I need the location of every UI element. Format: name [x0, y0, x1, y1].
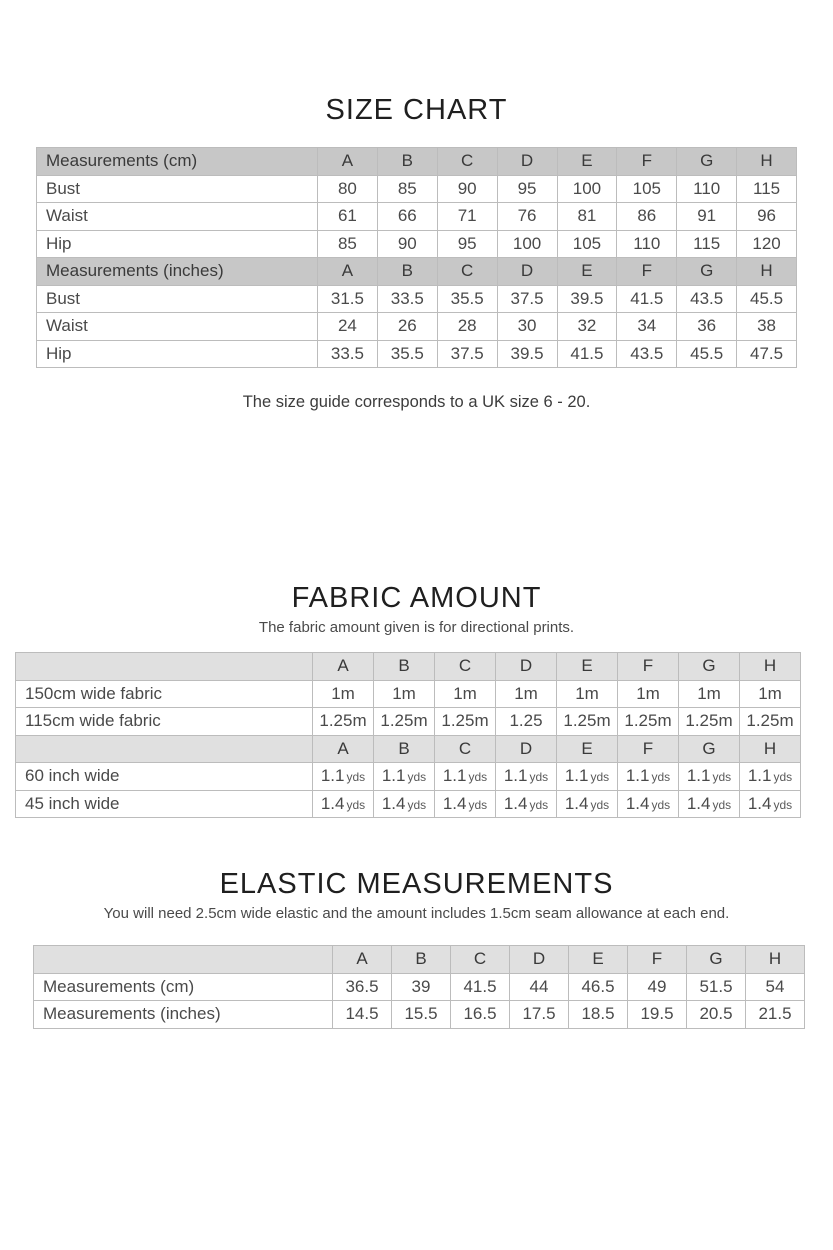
- value-cell: 1.25m: [618, 708, 679, 736]
- value-cell: 43.5: [677, 285, 737, 313]
- unit-label: yds: [346, 797, 366, 812]
- value-cell: 20.5: [687, 1001, 746, 1029]
- size-column-header: A: [313, 735, 374, 763]
- value-cell: 85: [318, 230, 378, 258]
- elastic-measurements-table: [33, 945, 805, 1029]
- value-cell: 120: [737, 230, 797, 258]
- value-cell: 16.5: [451, 1001, 510, 1029]
- value-cell: 80: [318, 175, 378, 203]
- value-cell: 39: [392, 973, 451, 1001]
- size-column-header: F: [617, 258, 677, 286]
- value-cell: 1.4 yds: [435, 790, 496, 818]
- size-column-header: G: [677, 148, 737, 176]
- unit-label: yds: [651, 770, 671, 785]
- unit-label: yds: [529, 770, 549, 785]
- size-column-header: D: [496, 735, 557, 763]
- size-column-header: C: [451, 946, 510, 974]
- value-cell: 85: [377, 175, 437, 203]
- size-column-header: F: [618, 735, 679, 763]
- row-label: Measurements (cm): [37, 148, 318, 176]
- value-cell: 1m: [374, 680, 435, 708]
- row-label: Measurements (inches): [37, 258, 318, 286]
- size-column-header: D: [497, 258, 557, 286]
- size-column-header: H: [737, 258, 797, 286]
- value-cell: 49: [628, 973, 687, 1001]
- unit-label: yds: [407, 797, 427, 812]
- value-cell: 26: [377, 313, 437, 341]
- value-cell: 41.5: [557, 340, 617, 368]
- value-cell: 1.1 yds: [557, 763, 618, 791]
- value-cell: 76: [497, 203, 557, 231]
- value-cell: 100: [497, 230, 557, 258]
- table-row: [16, 708, 801, 736]
- size-column-header: A: [333, 946, 392, 974]
- table-row: [16, 790, 801, 818]
- value-cell: 14.5: [333, 1001, 392, 1029]
- value-cell: 41.5: [451, 973, 510, 1001]
- table-header-row: [16, 735, 801, 763]
- row-label: 45 inch wide: [16, 790, 313, 818]
- value-cell: 38: [737, 313, 797, 341]
- value-cell: 21.5: [746, 1001, 805, 1029]
- value-cell: 1.25m: [679, 708, 740, 736]
- size-column-header: E: [557, 148, 617, 176]
- value-cell: 96: [737, 203, 797, 231]
- value-cell: 1.25m: [313, 708, 374, 736]
- value-cell: 37.5: [437, 340, 497, 368]
- unit-label: yds: [773, 797, 793, 812]
- unit-label: yds: [468, 797, 488, 812]
- size-column-header: E: [557, 653, 618, 681]
- value-cell: 90: [437, 175, 497, 203]
- row-label: [34, 946, 333, 974]
- size-column-header: A: [313, 653, 374, 681]
- value-cell: 1m: [496, 680, 557, 708]
- value-cell: 1.25: [496, 708, 557, 736]
- value-cell: 33.5: [318, 340, 378, 368]
- row-label: Hip: [37, 230, 318, 258]
- value-cell: 39.5: [557, 285, 617, 313]
- table-row: [16, 763, 801, 791]
- row-label: 150cm wide fabric: [16, 680, 313, 708]
- table-row: [37, 313, 797, 341]
- value-cell: 91: [677, 203, 737, 231]
- value-cell: 36: [677, 313, 737, 341]
- table-header-row: [37, 258, 797, 286]
- value-cell: 43.5: [617, 340, 677, 368]
- size-column-header: B: [377, 148, 437, 176]
- size-column-header: C: [437, 258, 497, 286]
- table-row: [37, 285, 797, 313]
- row-label: Bust: [37, 285, 318, 313]
- value-cell: 31.5: [318, 285, 378, 313]
- value-cell: 1.4 yds: [740, 790, 801, 818]
- value-cell: 1m: [435, 680, 496, 708]
- size-column-header: D: [497, 148, 557, 176]
- size-column-header: E: [569, 946, 628, 974]
- size-chart-table: [36, 147, 797, 368]
- row-label: [16, 735, 313, 763]
- value-cell: 1.25m: [374, 708, 435, 736]
- row-label: Waist: [37, 203, 318, 231]
- size-column-header: G: [679, 735, 740, 763]
- value-cell: 61: [318, 203, 378, 231]
- value-cell: 19.5: [628, 1001, 687, 1029]
- value-cell: 95: [437, 230, 497, 258]
- value-cell: 17.5: [510, 1001, 569, 1029]
- value-cell: 1.1 yds: [435, 763, 496, 791]
- value-cell: 71: [437, 203, 497, 231]
- row-label: Bust: [37, 175, 318, 203]
- value-cell: 37.5: [497, 285, 557, 313]
- unit-label: yds: [712, 770, 732, 785]
- unit-label: yds: [651, 797, 671, 812]
- size-column-header: B: [377, 258, 437, 286]
- size-column-header: C: [437, 148, 497, 176]
- value-cell: 115: [677, 230, 737, 258]
- value-cell: 45.5: [677, 340, 737, 368]
- value-cell: 115: [737, 175, 797, 203]
- value-cell: 110: [617, 230, 677, 258]
- value-cell: 41.5: [617, 285, 677, 313]
- value-cell: 35.5: [437, 285, 497, 313]
- value-cell: 15.5: [392, 1001, 451, 1029]
- unit-label: yds: [590, 797, 610, 812]
- size-chart-note: The size guide corresponds to a UK size 6 - 20.: [242, 393, 591, 411]
- table-header-row: [37, 148, 797, 176]
- table-header-row: [16, 653, 801, 681]
- table-row: [37, 340, 797, 368]
- size-column-header: H: [746, 946, 805, 974]
- size-column-header: C: [435, 653, 496, 681]
- size-column-header: E: [557, 258, 617, 286]
- size-column-header: D: [510, 946, 569, 974]
- value-cell: 45.5: [737, 285, 797, 313]
- value-cell: 1.4 yds: [679, 790, 740, 818]
- value-cell: 86: [617, 203, 677, 231]
- row-label: Measurements (cm): [34, 973, 333, 1001]
- size-column-header: B: [392, 946, 451, 974]
- value-cell: 39.5: [497, 340, 557, 368]
- size-column-header: E: [557, 735, 618, 763]
- value-cell: 28: [437, 313, 497, 341]
- value-cell: 1.4 yds: [374, 790, 435, 818]
- value-cell: 1.4 yds: [313, 790, 374, 818]
- value-cell: 35.5: [377, 340, 437, 368]
- unit-label: yds: [590, 770, 610, 785]
- size-column-header: A: [318, 148, 378, 176]
- fabric-amount-subtitle: The fabric amount given is for directional prints.: [258, 619, 575, 636]
- size-column-header: G: [687, 946, 746, 974]
- value-cell: 1.1 yds: [618, 763, 679, 791]
- value-cell: 18.5: [569, 1001, 628, 1029]
- value-cell: 46.5: [569, 973, 628, 1001]
- size-column-header: B: [374, 735, 435, 763]
- value-cell: 100: [557, 175, 617, 203]
- row-label: 60 inch wide: [16, 763, 313, 791]
- value-cell: 36.5: [333, 973, 392, 1001]
- table-row: [37, 230, 797, 258]
- fabric-amount-table: [15, 652, 801, 818]
- value-cell: 1.1 yds: [679, 763, 740, 791]
- row-label: 115cm wide fabric: [16, 708, 313, 736]
- unit-label: yds: [773, 770, 793, 785]
- unit-label: yds: [468, 770, 488, 785]
- value-cell: 1.4 yds: [618, 790, 679, 818]
- table-row: [37, 203, 797, 231]
- value-cell: 47.5: [737, 340, 797, 368]
- unit-label: yds: [529, 797, 549, 812]
- size-column-header: F: [617, 148, 677, 176]
- value-cell: 1.1 yds: [313, 763, 374, 791]
- row-label: [16, 653, 313, 681]
- size-column-header: H: [737, 148, 797, 176]
- value-cell: 1.25m: [435, 708, 496, 736]
- value-cell: 34: [617, 313, 677, 341]
- table-row: [37, 175, 797, 203]
- value-cell: 24: [318, 313, 378, 341]
- unit-label: yds: [346, 770, 366, 785]
- value-cell: 95: [497, 175, 557, 203]
- table-header-row: [34, 946, 805, 974]
- unit-label: yds: [712, 797, 732, 812]
- table-row: [34, 973, 805, 1001]
- unit-label: yds: [407, 770, 427, 785]
- size-column-header: H: [740, 653, 801, 681]
- value-cell: 1.4 yds: [496, 790, 557, 818]
- fabric-amount-title: FABRIC AMOUNT: [291, 582, 542, 614]
- value-cell: 105: [617, 175, 677, 203]
- value-cell: 1.4 yds: [557, 790, 618, 818]
- row-label: Measurements (inches): [34, 1001, 333, 1029]
- value-cell: 30: [497, 313, 557, 341]
- value-cell: 1.1 yds: [374, 763, 435, 791]
- table-row: [34, 1001, 805, 1029]
- size-column-header: H: [740, 735, 801, 763]
- value-cell: 51.5: [687, 973, 746, 1001]
- size-chart-title: SIZE CHART: [325, 94, 508, 126]
- value-cell: 66: [377, 203, 437, 231]
- value-cell: 1m: [618, 680, 679, 708]
- value-cell: 110: [677, 175, 737, 203]
- value-cell: 1m: [679, 680, 740, 708]
- value-cell: 81: [557, 203, 617, 231]
- size-column-header: B: [374, 653, 435, 681]
- size-column-header: F: [618, 653, 679, 681]
- value-cell: 1.1 yds: [740, 763, 801, 791]
- table-row: [16, 680, 801, 708]
- value-cell: 1.25m: [740, 708, 801, 736]
- value-cell: 1m: [313, 680, 374, 708]
- value-cell: 33.5: [377, 285, 437, 313]
- value-cell: 90: [377, 230, 437, 258]
- size-column-header: D: [496, 653, 557, 681]
- size-column-header: C: [435, 735, 496, 763]
- value-cell: 105: [557, 230, 617, 258]
- value-cell: 1.1 yds: [496, 763, 557, 791]
- value-cell: 44: [510, 973, 569, 1001]
- value-cell: 32: [557, 313, 617, 341]
- size-column-header: A: [318, 258, 378, 286]
- value-cell: 1.25m: [557, 708, 618, 736]
- row-label: Hip: [37, 340, 318, 368]
- row-label: Waist: [37, 313, 318, 341]
- size-column-header: G: [679, 653, 740, 681]
- value-cell: 54: [746, 973, 805, 1001]
- size-column-header: G: [677, 258, 737, 286]
- elastic-measurements-title: ELASTIC MEASUREMENTS: [219, 868, 614, 900]
- value-cell: 1m: [557, 680, 618, 708]
- size-column-header: F: [628, 946, 687, 974]
- value-cell: 1m: [740, 680, 801, 708]
- elastic-measurements-subtitle: You will need 2.5cm wide elastic and the amount includes 1.5cm seam allowance at each end.: [103, 905, 730, 922]
